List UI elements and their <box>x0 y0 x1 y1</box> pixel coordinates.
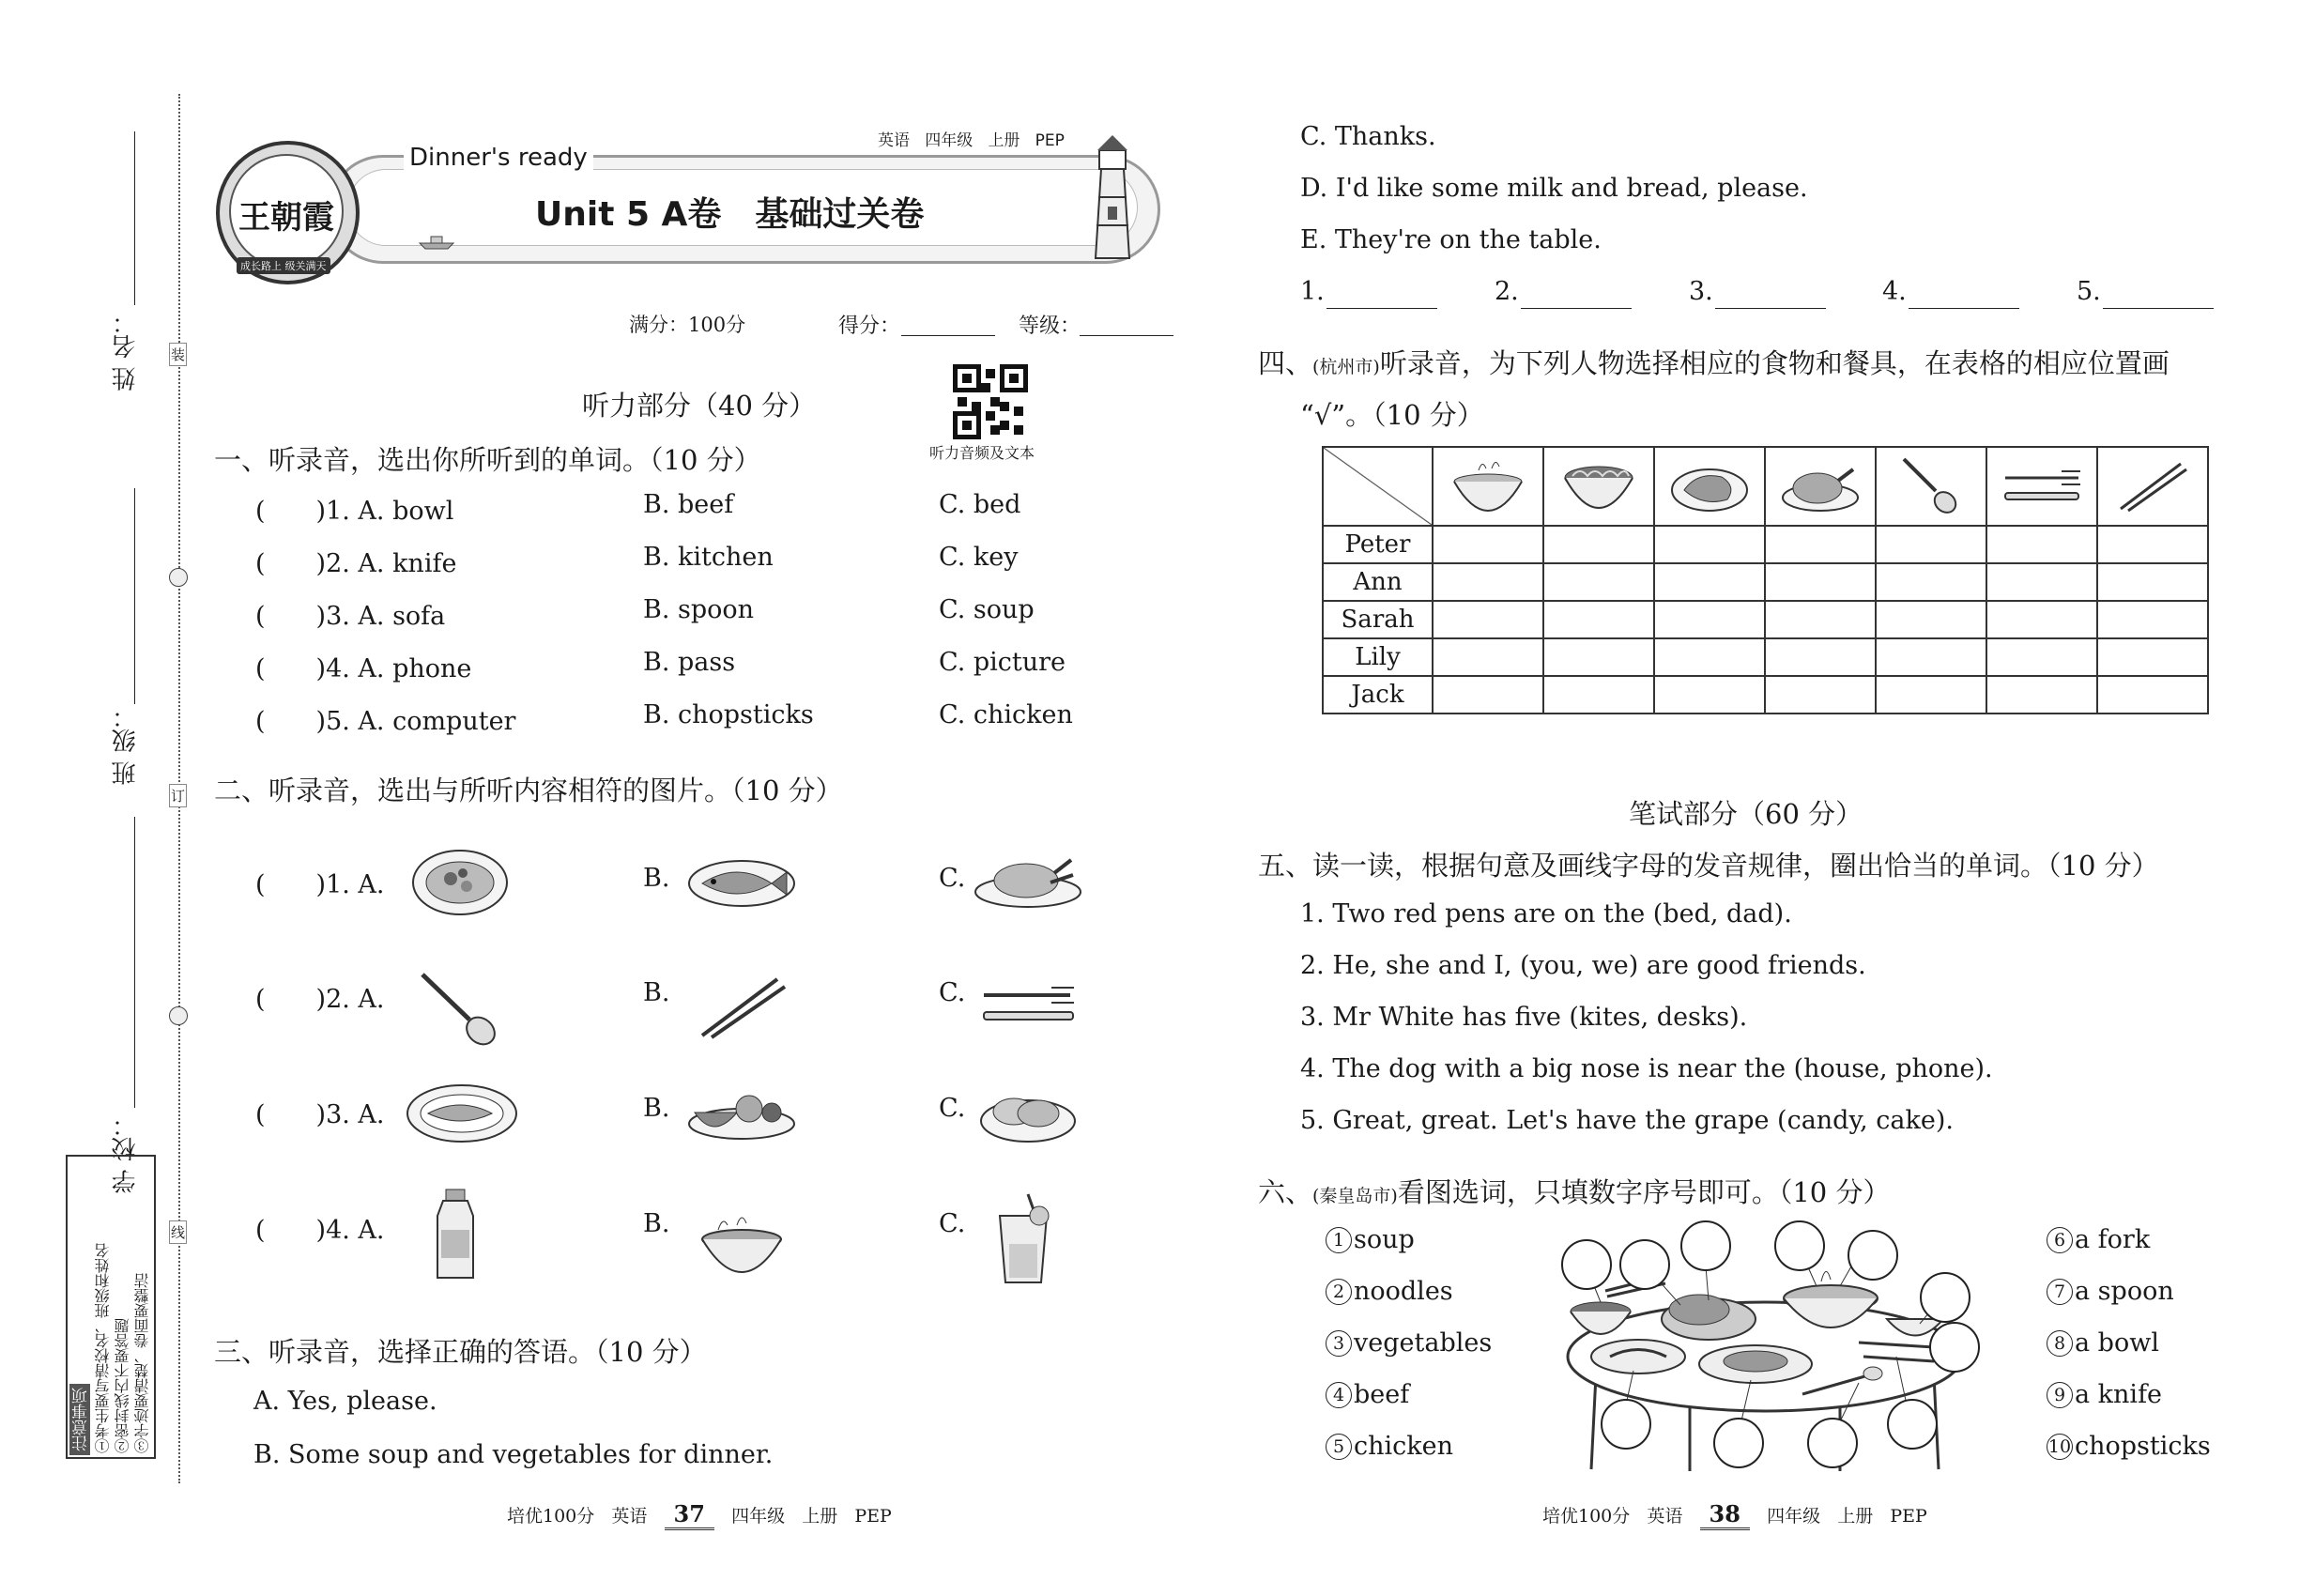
fork-knife-icon <box>976 976 1080 1033</box>
answer-bubble[interactable] <box>1601 1399 1651 1450</box>
answer-bubble[interactable] <box>1774 1220 1825 1271</box>
diagonal-cell <box>1323 447 1433 526</box>
footer-grade: 四年级 <box>1767 1506 1821 1527</box>
fish-plate-icon <box>685 850 798 911</box>
check-cell[interactable] <box>1986 638 2097 676</box>
score-field[interactable] <box>901 335 995 336</box>
blank-number: 4. <box>1882 277 1907 306</box>
check-table <box>1322 446 2209 714</box>
meta-grade: 四年级 <box>925 131 974 150</box>
score-label: 得分： <box>838 315 901 338</box>
milk-bottle-icon <box>432 1188 479 1281</box>
word-list-left <box>1326 1225 1492 1483</box>
section4-title-cont: “√”。（10 分） <box>1300 399 1484 431</box>
answer-field[interactable] <box>1715 308 1826 309</box>
word-option: 5 chicken <box>1326 1432 1492 1483</box>
spoon-icon <box>1898 453 1964 519</box>
check-cell[interactable] <box>1543 676 1654 714</box>
word-option: 1 soup <box>1326 1225 1492 1277</box>
food-table <box>1322 446 2209 714</box>
item-b[interactable]: B. kitchen <box>643 543 774 572</box>
cut-mark: 订 <box>169 784 187 807</box>
check-cell[interactable] <box>1765 601 1876 638</box>
list-item <box>255 543 1100 595</box>
circle-mark <box>169 1006 188 1025</box>
answer-option: C. Thanks. <box>1300 122 1436 151</box>
answer-field[interactable] <box>1909 308 2019 309</box>
listening-header: 听力部分（40 分） <box>582 390 817 422</box>
list-item: 1. Two red pens are on the (bed, dad). <box>1300 899 1792 928</box>
check-cell[interactable] <box>1654 676 1765 714</box>
boat-icon <box>418 232 455 251</box>
answer-bubble[interactable] <box>1920 1272 1970 1323</box>
chicken-icon <box>1780 458 1861 514</box>
table-row <box>1323 638 2208 676</box>
list-item: 3. Mr White has five (kites, desks). <box>1300 1003 1748 1032</box>
check-cell[interactable] <box>1765 526 1876 563</box>
table-row <box>1323 676 2208 714</box>
check-cell[interactable] <box>2097 526 2208 563</box>
word-option: 9 a knife <box>2047 1380 2211 1432</box>
footer-subject: 英语 <box>1647 1506 1683 1527</box>
item-c[interactable]: C. key <box>939 543 1019 572</box>
bread-plate-icon <box>976 1078 1080 1145</box>
check-cell[interactable] <box>1433 638 1543 676</box>
answer-bubble[interactable] <box>1929 1322 1980 1373</box>
juice-glass-icon <box>990 1192 1056 1286</box>
row-name: Sarah <box>1323 601 1433 638</box>
header-banner <box>207 127 1173 272</box>
item-c[interactable]: C. picture <box>939 648 1066 677</box>
meta-subject: 英语 <box>878 131 910 150</box>
soup-bowl-icon <box>699 1206 784 1277</box>
list-item: 4. The dog with a big nose is near the (house, phone). <box>1300 1054 1993 1083</box>
check-cell[interactable] <box>2097 638 2208 676</box>
circle-mark <box>169 568 188 587</box>
answer-bubble[interactable] <box>1848 1230 1898 1281</box>
check-cell[interactable] <box>1654 638 1765 676</box>
section1-title: 一、听录音，选出你所听到的单词。（10 分） <box>214 444 761 476</box>
item-a[interactable]: ( )1. A. bowl <box>255 497 454 526</box>
fish-plate-icon <box>404 1078 521 1145</box>
check-cell[interactable] <box>1876 563 1986 601</box>
table-row <box>1323 526 2208 563</box>
check-cell[interactable] <box>1876 601 1986 638</box>
notes-title: 注意事项 <box>69 1384 90 1455</box>
fish-dish-icon <box>408 843 512 918</box>
footer-book: 培优100分 <box>1542 1506 1631 1527</box>
page-number: 37 <box>665 1500 714 1530</box>
footer-term: 上册 <box>802 1506 838 1527</box>
meta-edition: PEP <box>1035 131 1065 150</box>
word-option: 10 chopsticks <box>2047 1432 2211 1461</box>
item-a[interactable]: ( )1. A. <box>255 870 385 899</box>
header-cell <box>1543 447 1654 526</box>
item-a[interactable]: ( )3. A. sofa <box>255 602 446 631</box>
cut-mark: 线 <box>169 1220 187 1244</box>
item-c[interactable]: C. bed <box>939 490 1021 519</box>
section5-title: 五、读一读，根据句意及画线字母的发音规律，圈出恰当的单词。（10 分） <box>1258 850 2159 882</box>
meta-term: 上册 <box>988 131 1020 150</box>
word-option: 6 a fork <box>2047 1225 2211 1277</box>
row-name: Ann <box>1323 563 1433 601</box>
check-cell[interactable] <box>1876 676 1986 714</box>
header-cell <box>1765 447 1876 526</box>
blank-number: 2. <box>1495 277 1519 306</box>
qr-code-icon <box>953 364 1028 439</box>
banner-meta <box>878 127 1065 150</box>
word-option: 2 noodles <box>1326 1277 1492 1328</box>
brand-slogan: 成长路上 级关满天 <box>237 257 330 274</box>
footer-edition: PEP <box>1890 1506 1927 1527</box>
item-b[interactable]: B. <box>643 978 670 1007</box>
item-a[interactable]: ( )5. A. computer <box>255 707 516 736</box>
word-option: 4 beef <box>1326 1380 1492 1432</box>
item-b[interactable]: B. <box>643 1094 670 1123</box>
school-field[interactable] <box>134 817 135 1108</box>
item-a[interactable]: ( )4. A. phone <box>255 654 472 683</box>
header-cell <box>2097 447 2208 526</box>
check-cell[interactable] <box>1765 563 1876 601</box>
check-cell[interactable] <box>1986 676 2097 714</box>
footer-book: 培优100分 <box>507 1506 595 1527</box>
cut-mark: 装 <box>169 343 187 366</box>
item-b[interactable]: B. pass <box>643 648 736 677</box>
blank-number: 1. <box>1300 277 1325 306</box>
notes-box <box>66 1155 156 1459</box>
section4-title: 听录音，为下列人物选择相应的食物和餐具，在表格的相应位置画 <box>1379 347 2170 379</box>
list-item: 2. He, she and I, (you, we) are good friends. <box>1300 951 1866 980</box>
answer-bubble[interactable] <box>1887 1399 1938 1450</box>
answer-option: E. They're on the table. <box>1300 225 1602 254</box>
word-list-right <box>2047 1225 2211 1483</box>
name-field[interactable] <box>134 131 135 305</box>
chopsticks-icon <box>2115 458 2190 514</box>
dinner-table-illustration <box>1549 1225 1981 1474</box>
section6-title-line <box>1258 1172 1890 1210</box>
list-item <box>255 595 1100 648</box>
answer-bubble[interactable] <box>1713 1418 1764 1468</box>
name-label: 姓 名： <box>112 310 140 391</box>
check-cell[interactable] <box>1876 638 1986 676</box>
item-b[interactable]: B. <box>643 1209 670 1238</box>
check-cell[interactable] <box>1543 601 1654 638</box>
class-label: 班 级： <box>112 704 140 786</box>
beef-icon <box>1669 458 1750 514</box>
row-name: Lily <box>1323 638 1433 676</box>
item-c[interactable]: C. soup <box>939 595 1035 624</box>
check-cell[interactable] <box>2097 563 2208 601</box>
item-c[interactable]: C. chicken <box>939 700 1073 729</box>
binding-sidebar <box>56 94 188 1502</box>
check-cell[interactable] <box>1876 526 1986 563</box>
check-cell[interactable] <box>1543 526 1654 563</box>
header-cell <box>1876 447 1986 526</box>
item-b[interactable]: B. chopsticks <box>643 700 814 729</box>
header-cell <box>1654 447 1765 526</box>
word-option: 7 a spoon <box>2047 1277 2211 1328</box>
header-cell <box>1433 447 1543 526</box>
footer-left <box>507 1500 892 1527</box>
check-cell[interactable] <box>1654 526 1765 563</box>
noodles-icon <box>1561 453 1636 519</box>
fork-knife-icon <box>2000 463 2084 510</box>
check-cell[interactable] <box>1765 676 1876 714</box>
lighthouse-icon <box>1084 131 1141 263</box>
section1-list <box>255 490 1100 753</box>
school-label: 学 校： <box>112 1113 140 1194</box>
check-cell[interactable] <box>1543 638 1654 676</box>
grade-label: 等级： <box>1019 315 1081 338</box>
blank-number: 5. <box>2077 277 2101 306</box>
section6-prefix: 六、 <box>1258 1176 1313 1208</box>
footer-grade: 四年级 <box>731 1506 786 1527</box>
answer-blanks <box>1300 277 2239 315</box>
full-score: 满分：100分 <box>629 314 746 336</box>
list-item <box>255 490 1100 543</box>
item-a[interactable]: ( )3. A. <box>255 1100 385 1129</box>
item-a[interactable]: ( )2. A. knife <box>255 549 457 578</box>
brand-name: 王朝霞 <box>238 199 334 237</box>
footer-edition: PEP <box>854 1506 892 1527</box>
item-b[interactable]: B. spoon <box>643 595 755 624</box>
unit-subtitle: Dinner's ready <box>404 144 593 172</box>
blank-number: 3. <box>1689 277 1713 306</box>
chopsticks-icon <box>695 972 789 1042</box>
table-header-row <box>1323 447 2208 526</box>
section4-title-line <box>1258 343 2170 381</box>
answer-field[interactable] <box>2103 308 2214 309</box>
qr-caption: 听力音频及文本 <box>929 444 1035 462</box>
spoon-icon <box>413 967 507 1051</box>
word-option: 8 a bowl <box>2047 1328 2211 1380</box>
item-c[interactable]: C. <box>939 1094 966 1123</box>
written-header: 笔试部分（60 分） <box>1629 798 1863 830</box>
page-number: 38 <box>1700 1500 1750 1530</box>
list-item: 5. Great, great. Let's have the grape (candy, cake). <box>1300 1106 1954 1135</box>
check-cell[interactable] <box>1433 526 1543 563</box>
class-field[interactable] <box>134 488 135 704</box>
brand-logo <box>216 141 360 284</box>
answer-field[interactable] <box>1326 308 1437 309</box>
word-option: 3 vegetables <box>1326 1328 1492 1380</box>
bowl-icon <box>1450 453 1526 519</box>
grade-field[interactable] <box>1080 335 1173 336</box>
notes-item: ③字迹要清楚、卷面要整洁 <box>133 1273 151 1453</box>
notes-item: ②密封线内不要答题 <box>114 1318 131 1453</box>
page-title: Unit 5 A卷 基础过关卷 <box>535 195 925 234</box>
table-row <box>1323 563 2208 601</box>
section4-prefix: 四、 <box>1258 347 1313 379</box>
footer-subject: 英语 <box>611 1506 648 1527</box>
check-cell[interactable] <box>2097 676 2208 714</box>
footer-right <box>1542 1500 1927 1527</box>
city-tag: (杭州市) <box>1312 357 1380 377</box>
item-b[interactable]: B. <box>643 864 670 893</box>
check-cell[interactable] <box>1986 601 2097 638</box>
roast-chicken-icon <box>972 845 1084 911</box>
answer-option: D. I'd like some milk and bread, please. <box>1300 174 1808 203</box>
header-cell <box>1986 447 2097 526</box>
item-c[interactable]: C. <box>939 1209 966 1238</box>
item-c[interactable]: C. <box>939 978 966 1007</box>
section2-title: 二、听录音，选出与所听内容相符的图片。（10 分） <box>214 775 843 806</box>
answer-bubble[interactable] <box>1807 1418 1858 1468</box>
item-a[interactable]: ( )4. A. <box>255 1216 385 1245</box>
answer-field[interactable] <box>1521 308 1632 309</box>
check-cell[interactable] <box>1543 563 1654 601</box>
section3-title: 三、听录音，选择正确的答语。（10 分） <box>214 1336 707 1368</box>
table-row <box>1323 601 2208 638</box>
answer-bubble[interactable] <box>1561 1239 1612 1290</box>
check-cell[interactable] <box>1433 676 1543 714</box>
qr-code[interactable] <box>953 364 1028 439</box>
check-cell[interactable] <box>1765 638 1876 676</box>
check-cell[interactable] <box>1986 563 2097 601</box>
check-cell[interactable] <box>2097 601 2208 638</box>
fruit-plate-icon <box>685 1075 798 1145</box>
list-item <box>255 700 1100 753</box>
check-cell[interactable] <box>1654 563 1765 601</box>
item-c[interactable]: C. <box>939 864 966 893</box>
notes-item: ①考生要写清校名、班级和姓名 <box>94 1243 112 1453</box>
row-name: Jack <box>1323 676 1433 714</box>
item-a[interactable]: ( )2. A. <box>255 985 385 1014</box>
row-name: Peter <box>1323 526 1433 563</box>
score-line <box>629 310 745 338</box>
answer-bubble[interactable] <box>1680 1220 1731 1271</box>
city-tag: (秦皇岛市) <box>1312 1186 1398 1206</box>
list-item <box>255 648 1100 700</box>
check-cell[interactable] <box>1433 601 1543 638</box>
answer-bubble[interactable] <box>1619 1239 1670 1290</box>
section6-title: 看图选词，只填数字序号即可。（10 分） <box>1397 1176 1891 1208</box>
check-cell[interactable] <box>1433 563 1543 601</box>
answer-option: A. Yes, please. <box>253 1387 437 1416</box>
answer-option: B. Some soup and vegetables for dinner. <box>253 1440 774 1469</box>
check-cell[interactable] <box>1654 601 1765 638</box>
item-b[interactable]: B. beef <box>643 490 734 519</box>
footer-term: 上册 <box>1837 1506 1874 1527</box>
check-cell[interactable] <box>1986 526 2097 563</box>
